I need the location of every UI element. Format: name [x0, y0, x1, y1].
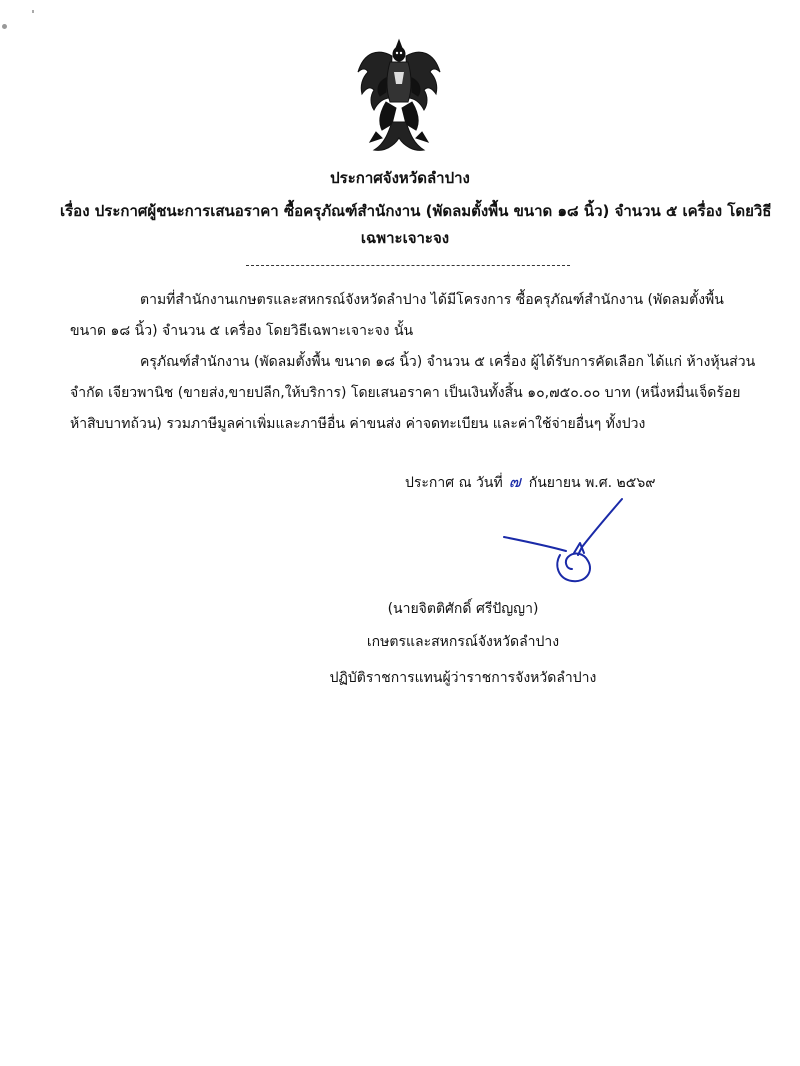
date-month-year: กันยายน พ.ศ. ๒๕๖๙: [528, 475, 656, 491]
body-paragraph-2-line-1: ครุภัณฑ์สำนักงาน (พัดลมตั้งพื้น ขนาด ๑๘ นิ้ว) จำนวน ๕ เครื่อง ผู้ได้รับการคัดเลือก ได้แก่ ห้างหุ้นส่วน: [140, 354, 756, 370]
document-title: ประกาศจังหวัดลำปาง: [330, 169, 470, 187]
subject-line-1: เรื่อง ประกาศผู้ชนะการเสนอราคา ซื้อครุภัณฑ์สำนักงาน (พัดลมตั้งพื้น ขนาด ๑๘ นิ้ว) จำนวน ๕ เครื่อง โดยวิธี: [60, 202, 772, 220]
garuda-emblem-icon: [356, 38, 442, 158]
scan-mark: [32, 10, 34, 13]
subject-line-2: เฉพาะเจาะจง: [360, 229, 450, 247]
body-paragraph-2-line-2: จำกัด เจียวพานิช (ขายส่ง,ขายปลีก,ให้บริการ) โดยเสนอราคา เป็นเงินทั้งสิ้น ๑๐,๗๕๐.๐๐ บาท (หนึ่งหมื่นเจ็ดร้อย: [70, 385, 741, 401]
body-paragraph-1-line-2: ขนาด ๑๘ นิ้ว) จำนวน ๕ เครื่อง โดยวิธีเฉพาะเจาะจง นั้น: [70, 323, 414, 339]
handwritten-day: ๗: [508, 472, 521, 491]
signatory-name: (นายจิตติศักดิ์ ศรีปัญญา): [387, 601, 539, 617]
body-paragraph-1-line-1: ตามที่สำนักงานเกษตรและสหกรณ์จังหวัดลำปาง ได้มีโครงการ ซื้อครุภัณฑ์สำนักงาน (พัดลมตั้งพื้น: [140, 292, 724, 308]
signatory-acting-as: ปฏิบัติราชการแทนผู้ว่าราชการจังหวัดลำปาง: [329, 670, 597, 686]
date-prefix: ประกาศ ณ วันที่: [405, 475, 503, 491]
handwritten-signature: [500, 495, 650, 587]
dashed-divider: [246, 265, 570, 266]
announcement-date: [405, 473, 656, 492]
signatory-position: เกษตรและสหกรณ์จังหวัดลำปาง: [366, 634, 560, 650]
body-paragraph-2-line-3: ห้าสิบบาทถ้วน) รวมภาษีมูลค่าเพิ่มและภาษีอื่น ค่าขนส่ง ค่าจดทะเบียน และค่าใช้จ่ายอื่นๆ ทั้งปวง: [70, 416, 646, 432]
scan-speck: [2, 24, 7, 29]
